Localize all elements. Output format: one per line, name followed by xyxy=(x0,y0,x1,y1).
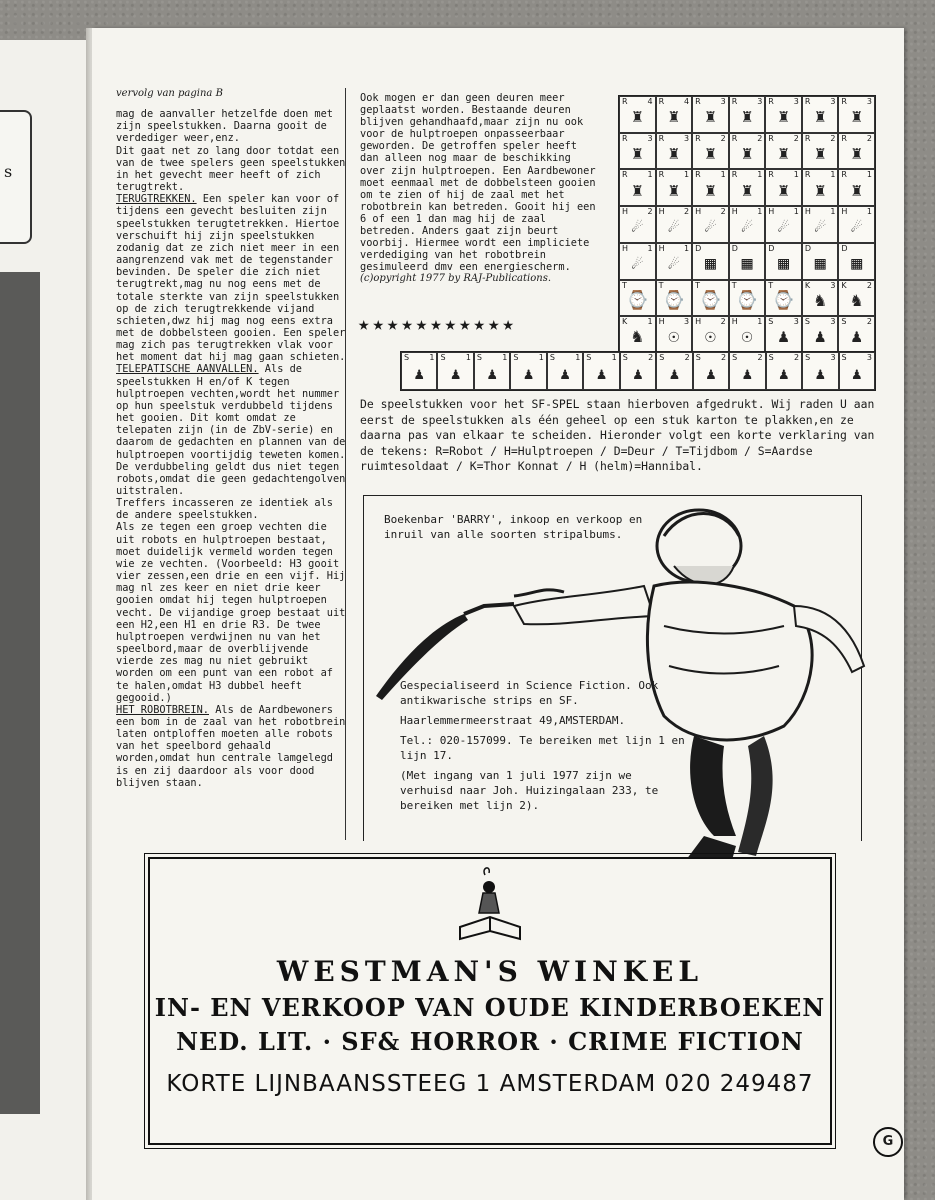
continued-note: vervolg van pagina B xyxy=(116,88,223,99)
piece-letter: R xyxy=(804,170,811,180)
rules-heading: TELEPATISCHE AANVALLEN. xyxy=(116,363,259,376)
barry-details xyxy=(400,678,690,818)
thor-icon: ♞ xyxy=(851,289,863,311)
piece-letter: R xyxy=(841,170,847,180)
robot-icon: ♜ xyxy=(631,142,643,164)
piece-number: 2 xyxy=(866,280,872,290)
piece-number: 1 xyxy=(465,353,471,362)
piece-number: 3 xyxy=(830,353,836,362)
deur-icon: ▦ xyxy=(778,252,789,274)
rules-paragraph xyxy=(116,193,346,363)
piece-letter: S xyxy=(622,353,628,362)
piece-letter: R xyxy=(622,97,628,106)
game-piece-deur xyxy=(692,243,729,280)
rules-column-1 xyxy=(116,88,346,789)
piece-letter: R xyxy=(841,133,847,143)
piece-number: 1 xyxy=(647,243,653,253)
game-piece-hulptroep xyxy=(802,206,839,243)
game-piece-robot xyxy=(656,96,693,133)
game-piece-hulptroep xyxy=(656,243,693,280)
rules-text xyxy=(116,108,346,789)
piece-letter: S xyxy=(805,353,811,362)
piece-letter: S xyxy=(404,353,410,362)
piece-letter: S xyxy=(476,353,482,362)
game-piece-hulptroep xyxy=(765,206,802,243)
piece-number: 2 xyxy=(866,317,872,327)
piece-letter: R xyxy=(658,170,665,180)
piece-number: 1 xyxy=(793,207,799,217)
robot-icon: ♜ xyxy=(851,179,863,201)
hulptroep-icon: ☄ xyxy=(705,216,716,238)
game-piece-robot xyxy=(838,96,875,133)
westman-name: WESTMAN'S WINKEL xyxy=(276,955,704,988)
piece-letter: H xyxy=(622,243,629,253)
robot-icon: ♜ xyxy=(741,106,753,128)
robot-icon: ♜ xyxy=(668,106,680,128)
piece-number: 3 xyxy=(684,317,690,327)
game-piece-soldaat xyxy=(802,352,838,390)
game-piece-soldaat xyxy=(620,352,656,390)
rules-heading: TERUGTREKKEN. xyxy=(116,193,197,206)
barry-advertisement xyxy=(363,495,862,841)
robot-icon: ♜ xyxy=(705,142,716,164)
piece-number: 3 xyxy=(757,97,763,106)
rules-paragraph xyxy=(116,497,346,521)
piece-number: 2 xyxy=(721,353,727,362)
deur-icon: ▦ xyxy=(814,252,826,274)
game-piece-thor xyxy=(802,280,839,317)
piece-letter: S xyxy=(768,353,774,362)
piece-number: 1 xyxy=(720,170,726,180)
hulptroep-icon: ☄ xyxy=(778,216,789,238)
game-piece-soldaat xyxy=(547,352,583,390)
piece-letter: R xyxy=(731,97,738,106)
piece-letter: R xyxy=(695,133,701,143)
game-piece-thor xyxy=(838,280,875,317)
piece-number: 3 xyxy=(830,317,836,327)
piece-letter: S xyxy=(513,353,519,362)
barry-phone: Tel.: 020-157099. Te bereiken met lijn 1 en lijn 17. xyxy=(400,734,685,762)
piece-letter: T xyxy=(622,280,627,290)
piece-letter: H xyxy=(768,207,775,217)
westman-tagline: IN- EN VERKOOP VAN OUDE KINDERBOEKEN xyxy=(154,993,826,1022)
piece-letter: H xyxy=(658,243,665,253)
piece-letter: R xyxy=(804,97,811,106)
robot-icon: ♜ xyxy=(741,142,753,164)
piece-number: 2 xyxy=(793,133,799,143)
robot-icon: ♜ xyxy=(705,179,716,201)
deur-icon: ▦ xyxy=(851,252,863,274)
game-piece-soldaat xyxy=(693,352,729,390)
tijdbom-icon: ⌚ xyxy=(662,289,686,311)
rules-paragraph-text: Als de speelstukken H en/of K tegen hulptroepen vechten,wordt het nummer op hun speelstuk verdubbeld tijdens het gooien. Dit komt omdat ze telepaten zijn (in de ZbV-serie) en daarom de gedachten en plannen van de hulptroepen voortijdig teweten komen. De verdubbeling geldt dus niet tegen robots,omdat die geen gedachtengolven uitstralen. xyxy=(116,363,346,497)
soldaat-icon: ♟ xyxy=(779,363,789,383)
tijdbom-icon: ⌚ xyxy=(626,289,649,311)
soldaat-icon: ♟ xyxy=(851,326,863,348)
soldaat-icon: ♟ xyxy=(596,363,607,383)
robot-icon: ♜ xyxy=(778,142,789,164)
robot-icon: ♜ xyxy=(778,179,789,201)
rules-column-2 xyxy=(360,92,600,286)
game-piece-soldaat xyxy=(802,316,839,353)
soldaat-icon: ♟ xyxy=(742,363,753,383)
piece-letter: K xyxy=(622,317,628,327)
piece-letter: K xyxy=(841,280,847,290)
piece-letter: H xyxy=(622,207,629,217)
piece-number: 2 xyxy=(830,133,836,143)
game-piece-robot xyxy=(619,133,656,170)
game-piece-thor xyxy=(619,316,656,353)
game-piece-tijdbom xyxy=(692,280,729,317)
piece-letter: S xyxy=(659,353,665,362)
star-divider: ★★★★★★★★★★★ xyxy=(358,313,517,335)
piece-letter: R xyxy=(768,170,774,180)
piece-letter: R xyxy=(622,133,628,143)
piece-number: 4 xyxy=(647,97,653,106)
piece-number: 1 xyxy=(538,353,544,362)
piece-number: 2 xyxy=(684,207,690,217)
piece-number: 2 xyxy=(720,207,726,217)
piece-number: 2 xyxy=(647,207,653,217)
piece-letter: H xyxy=(804,207,811,217)
page-number: G xyxy=(873,1127,903,1157)
piece-number: 1 xyxy=(866,207,872,217)
rules-paragraph xyxy=(116,145,346,194)
rules-paragraph-text: mag de aanvaller hetzelfde doen met zijn speelstukken. Daarna gooit de verdediger weer,enz. xyxy=(116,108,333,145)
piece-letter: K xyxy=(804,280,811,290)
piece-letter: H xyxy=(695,207,702,217)
soldaat-icon: ♟ xyxy=(669,363,680,383)
soldaat-icon: ♟ xyxy=(778,326,789,348)
thor-icon: ♞ xyxy=(631,326,643,348)
piece-letter: S xyxy=(804,317,810,327)
game-piece-robot xyxy=(619,96,656,133)
piece-number: 1 xyxy=(647,170,653,180)
game-piece-robot xyxy=(765,96,802,133)
robot-icon: ♜ xyxy=(631,179,643,201)
robot-icon: ♜ xyxy=(668,179,680,201)
game-piece-hulptroep xyxy=(838,206,875,243)
game-piece-robot xyxy=(656,133,693,170)
robot-icon: ♜ xyxy=(814,142,826,164)
tijdbom-icon: ⌚ xyxy=(735,289,759,311)
piece-number: 3 xyxy=(830,97,836,106)
piece-letter: R xyxy=(695,97,701,106)
soldaat-icon: ♟ xyxy=(851,363,862,383)
piece-number: 3 xyxy=(866,353,872,362)
piece-number: 2 xyxy=(866,133,872,143)
piece-letter: S xyxy=(841,353,847,362)
piece-letter: T xyxy=(731,280,737,290)
game-piece-deur xyxy=(765,243,802,280)
piece-letter: D xyxy=(695,243,702,253)
game-piece-hulptroep xyxy=(656,206,693,243)
copyright-line: (c)opyright 1977 by RAJ-Publications. xyxy=(360,273,552,285)
game-piece-robot xyxy=(729,169,766,206)
soldaat-icon: ♟ xyxy=(414,363,425,383)
piece-letter: R xyxy=(658,97,665,106)
game-piece-soldaat xyxy=(839,352,875,390)
helm-icon: ☉ xyxy=(741,326,753,348)
book-reader-logo xyxy=(455,867,525,947)
deur-icon: ▦ xyxy=(705,252,716,274)
hulptroep-icon: ☄ xyxy=(668,216,680,238)
game-piece-soldaat xyxy=(401,352,437,390)
barry-move-note: (Met ingang van 1 juli 1977 zijn we verhuisd naar Joh. Huizingalaan 233, te bereiken met lijn 2). xyxy=(400,769,659,812)
piece-number: 2 xyxy=(648,353,654,362)
robot-icon: ♜ xyxy=(668,142,680,164)
piece-number: 3 xyxy=(793,97,799,106)
left-page-dark-image xyxy=(0,272,40,1114)
game-piece-soldaat xyxy=(437,352,473,390)
game-piece-robot xyxy=(802,169,839,206)
soldaat-icon: ♟ xyxy=(814,326,826,348)
barry-specialty: Gespecialiseerd in Science Fiction. Ook antikwarische strips en SF. xyxy=(400,679,659,707)
robot-icon: ♜ xyxy=(778,106,789,128)
piece-letter: D xyxy=(768,243,775,253)
piece-number: 1 xyxy=(757,317,763,327)
piece-number: 1 xyxy=(429,353,435,362)
piece-letter: H xyxy=(658,207,665,217)
tijdbom-icon: ⌚ xyxy=(772,289,795,311)
game-piece-robot xyxy=(729,96,766,133)
game-piece-tijdbom xyxy=(729,280,766,317)
piece-number: 1 xyxy=(611,353,617,362)
piece-letter: H xyxy=(658,317,665,327)
game-piece-robot xyxy=(656,169,693,206)
piece-number: 2 xyxy=(720,133,726,143)
game-piece-deur xyxy=(838,243,875,280)
hulptroep-icon: ☄ xyxy=(631,252,643,274)
piece-letter: D xyxy=(731,243,738,253)
piece-number: 1 xyxy=(757,170,763,180)
game-piece-robot xyxy=(802,96,839,133)
robot-icon: ♜ xyxy=(631,106,643,128)
rules-paragraph-text: Als ze tegen een groep vechten die uit robots en hulptroepen bestaat, moet duidelijk vermeld worden tegen wie ze vechten. (Voorbeeld: H3 gooit vier zessen,een drie en een vijf. Hij mag nl zes keer en niet drie keer gooien omdat hij tegen hulptroepen vecht. De vijandige groep bestaat uit een H2,een H1 en drie R3. De twee hulptroepen verdwijnen nu van het speelbord,maar de overblijvende vierde zes mag nu niet gebruikt worden om een punt van een robot af te halen,omdat H3 dubbel heeft gegooid.) xyxy=(116,521,346,704)
piece-number: 2 xyxy=(757,353,763,362)
piece-letter: D xyxy=(804,243,812,253)
piece-letter: R xyxy=(804,133,811,143)
piece-letter: T xyxy=(768,280,774,290)
piece-number: 1 xyxy=(647,317,653,327)
robot-icon: ♜ xyxy=(705,106,716,128)
rules-text-2: Ook mogen er dan geen deuren meer geplaatst worden. Bestaande deuren blijven gehandhaafd,maar zijn nu ook voor de hulptroepen onpasseerbaar geworden. De getroffen speler heeft dan alleen nog maar de beschikking over zijn hulptroepen. Een Aardbewoner moet eenmaal met de dobbelsteen gooien om te zien of hij de zaal met het robotbrein kan betreden. Gooit hij een 6 of een 1 dan mag hij de zaal betreden. Anders gaat zijn beurt voorbij. Hiermee wordt een impliciete verdediging van het robotbrein gesimuleerd dmv een energiescherm. xyxy=(360,92,596,274)
piece-number: 1 xyxy=(830,207,836,217)
piece-number: 1 xyxy=(575,353,581,362)
game-piece-robot xyxy=(619,169,656,206)
robot-icon: ♜ xyxy=(851,142,863,164)
barry-address: Haarlemmermeerstraat 49,AMSTERDAM. xyxy=(400,714,626,727)
game-piece-soldaat xyxy=(474,352,510,390)
left-page-sketch: s xyxy=(0,110,32,244)
thor-icon: ♞ xyxy=(814,289,826,311)
game-piece-hulptroep xyxy=(729,206,766,243)
hulptroep-icon: ☄ xyxy=(631,216,643,238)
westman-address: KORTE LIJNBAANSSTEEG 1 AMSTERDAM 020 249487 xyxy=(166,1071,814,1097)
hulptroep-icon: ☄ xyxy=(741,216,753,238)
game-piece-soldaat xyxy=(838,316,875,353)
deur-icon: ▦ xyxy=(741,252,753,274)
piece-letter: S xyxy=(549,353,555,362)
piece-number: 4 xyxy=(684,97,690,106)
piece-letter: R xyxy=(768,97,774,106)
piece-letter: R xyxy=(658,133,665,143)
piece-letter: H xyxy=(731,207,738,217)
piece-letter: S xyxy=(440,353,446,362)
game-piece-robot xyxy=(765,169,802,206)
game-piece-deur xyxy=(802,243,839,280)
piece-number: 2 xyxy=(757,133,763,143)
barry-intro: Boekenbar 'BARRY', inkoop en verkoop en inruil van alle soorten stripalbums. xyxy=(384,513,643,541)
rules-paragraph-text: Als de Aardbewoners een bom in de zaal van het robotbrein laten ontploffen moeten alle robots van het speelbord gehaald worden,omdat hun centrale lamgelegd is en zij daardoor als voor dood blijven staan. xyxy=(116,703,346,789)
game-piece-robot xyxy=(838,133,875,170)
tijdbom-icon: ⌚ xyxy=(699,289,722,311)
game-piece-hulptroep xyxy=(619,206,656,243)
soldier-pieces-row xyxy=(400,351,876,391)
piece-number: 3 xyxy=(793,317,799,327)
game-piece-helm xyxy=(656,316,693,353)
piece-letter: H xyxy=(695,317,702,327)
rules-paragraph xyxy=(116,108,346,144)
piece-number: 2 xyxy=(793,353,800,362)
game-piece-robot xyxy=(838,169,875,206)
game-piece-soldaat xyxy=(729,352,765,390)
piece-number: 1 xyxy=(793,170,799,180)
piece-letter: R xyxy=(695,170,701,180)
robot-icon: ♜ xyxy=(851,106,863,128)
piece-letter: T xyxy=(658,280,664,290)
piece-letter: S xyxy=(768,317,774,327)
pieces-explanation: De speelstukken voor het SF-SPEL staan hierboven afgedrukt. Wij raden U aan eerst de speelstukken als één geheel op een stuk karton te plakken,en ze daarna pas van elkaar te scheiden. Hieronder volgt een korte verklaring van de tekens: R=Robot / H=Hulptroepen / D=Deur / T=Tijdbom / S=Aardse ruimtesoldaat / K=Thor Konnat / H (helm)=Hannibal. xyxy=(360,397,875,474)
piece-number: 2 xyxy=(684,353,690,362)
game-piece-robot xyxy=(802,133,839,170)
piece-number: 3 xyxy=(830,280,836,290)
helm-icon: ☉ xyxy=(668,326,680,348)
piece-letter: R xyxy=(731,170,738,180)
piece-letter: R xyxy=(768,133,774,143)
game-piece-soldaat xyxy=(766,352,802,390)
piece-letter: S xyxy=(732,353,738,362)
soldaat-icon: ♟ xyxy=(487,363,497,383)
piece-number: 3 xyxy=(866,97,872,106)
game-piece-tijdbom xyxy=(656,280,693,317)
piece-letter: S xyxy=(841,317,847,327)
soldaat-icon: ♟ xyxy=(523,363,534,383)
soldaat-icon: ♟ xyxy=(815,363,826,383)
left-page-edge xyxy=(0,40,86,1200)
piece-number: 1 xyxy=(684,243,690,253)
game-piece-helm xyxy=(729,316,766,353)
robot-icon: ♜ xyxy=(741,179,753,201)
piece-letter: S xyxy=(695,353,701,362)
soldaat-icon: ♟ xyxy=(450,363,461,383)
game-piece-helm xyxy=(692,316,729,353)
game-piece-deur xyxy=(729,243,766,280)
game-piece-robot xyxy=(692,96,729,133)
game-piece-soldaat xyxy=(510,352,546,390)
game-piece-robot xyxy=(765,133,802,170)
robot-icon: ♜ xyxy=(814,106,826,128)
game-piece-hulptroep xyxy=(619,243,656,280)
piece-number: 1 xyxy=(757,207,763,217)
rules-paragraph-text: Treffers incasseren ze identiek als de andere speelstukken. xyxy=(116,497,333,522)
rules-heading: HET ROBOTBREIN. xyxy=(116,703,209,716)
helm-icon: ☉ xyxy=(705,326,716,348)
game-piece-soldaat xyxy=(583,352,619,390)
game-piece-soldaat xyxy=(656,352,692,390)
game-pieces-grid xyxy=(618,95,876,354)
game-piece-tijdbom xyxy=(619,280,656,317)
rules-paragraph xyxy=(116,704,346,789)
piece-number: 3 xyxy=(684,133,690,143)
soldaat-icon: ♟ xyxy=(560,363,570,383)
piece-letter: R xyxy=(841,97,847,106)
rules-paragraph xyxy=(116,521,346,703)
hulptroep-icon: ☄ xyxy=(668,252,680,274)
piece-number: 3 xyxy=(647,133,653,143)
piece-letter: R xyxy=(731,133,738,143)
piece-letter: H xyxy=(731,317,738,327)
rules-paragraph xyxy=(116,363,346,497)
game-piece-tijdbom xyxy=(765,280,802,317)
piece-number: 1 xyxy=(502,353,508,362)
piece-letter: T xyxy=(695,280,701,290)
piece-number: 1 xyxy=(684,170,690,180)
westman-advertisement xyxy=(148,857,832,1145)
game-piece-soldaat xyxy=(765,316,802,353)
piece-number: 1 xyxy=(830,170,836,180)
piece-letter: H xyxy=(841,207,848,217)
soldaat-icon: ♟ xyxy=(706,363,716,383)
soldaat-icon: ♟ xyxy=(633,363,643,383)
piece-letter: R xyxy=(622,170,628,180)
rules-paragraph-text: Een speler kan voor of tijdens een gevecht besluiten zijn speelstukken terugtetrekken. Hiertoe verschuift hij zijn speelstukken zodanig dat ze zich niet meer in een aangrenzend vak met de tegenstander bevinden. De speler die zich niet terugtrekt,mag nu nog eens met de totale sterkte van zijn speelstukken op de zich terugtrekkende vijand schieten,dwz hij mag nog eens extra met de dobbelsteen gooien. Een speler mag zich pas terugtrekken vlak voor het moment dat hij mag gaan schieten. xyxy=(116,193,346,364)
piece-letter: D xyxy=(841,243,848,253)
game-piece-robot xyxy=(692,133,729,170)
hulptroep-icon: ☄ xyxy=(851,216,863,238)
game-piece-hulptroep xyxy=(692,206,729,243)
rules-paragraph-text: Dit gaat net zo lang door totdat een van de twee spelers geen speelstukken in het gevecht meer heeft of zich terugtrekt. xyxy=(116,144,346,194)
column-divider xyxy=(345,88,346,840)
piece-number: 2 xyxy=(720,317,726,327)
piece-number: 1 xyxy=(866,170,872,180)
piece-number: 3 xyxy=(720,97,726,106)
piece-letter: S xyxy=(586,353,592,362)
westman-genres: NED. LIT. · SF& HORROR · CRIME FICTION xyxy=(176,1027,804,1056)
game-piece-robot xyxy=(729,133,766,170)
game-piece-robot xyxy=(692,169,729,206)
hulptroep-icon: ☄ xyxy=(814,216,826,238)
robot-icon: ♜ xyxy=(814,179,826,201)
